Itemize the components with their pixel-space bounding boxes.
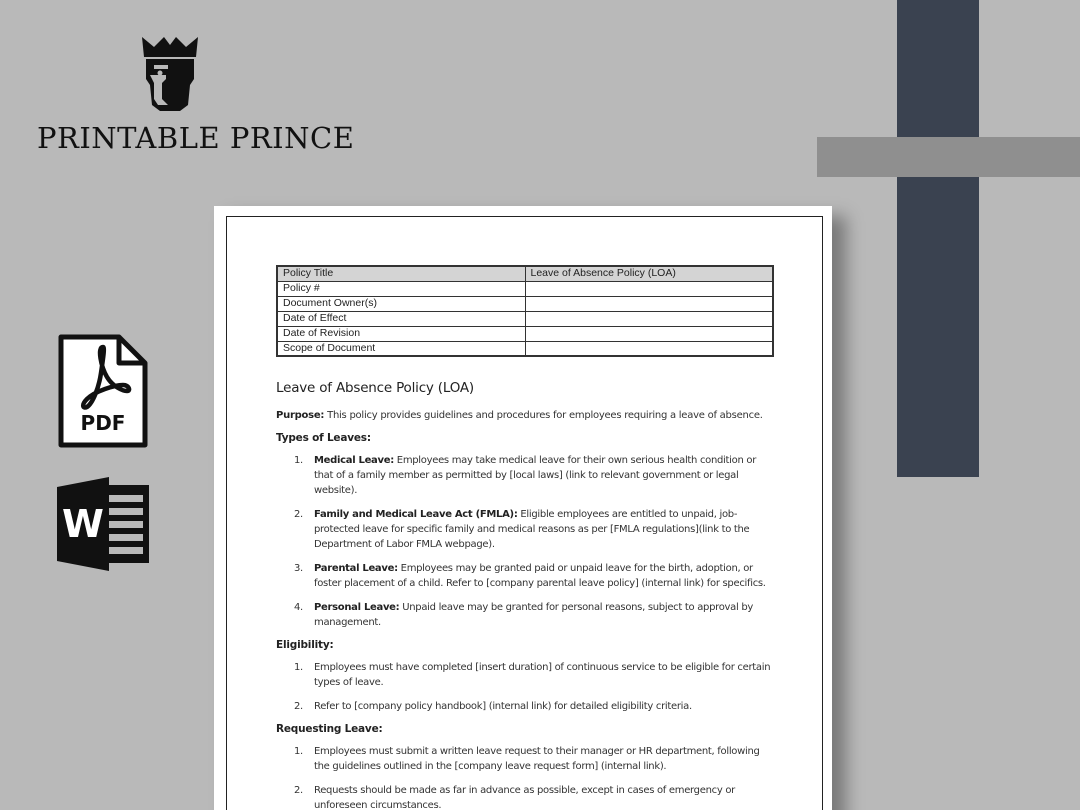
purpose-label: Purpose: — [276, 410, 325, 421]
table-row — [277, 326, 773, 341]
table-cell-label: Policy # — [277, 281, 525, 296]
eligibility-section-title: Eligibility: — [276, 639, 334, 651]
document-body — [276, 380, 776, 810]
decorative-horizontal-bar — [817, 137, 1080, 177]
list-item-text: Employees must submit a written leave request to their manager or HR department, following the guidelines outlined in the [company leave request form] (internal link). — [314, 746, 760, 772]
brand-name: PRINTABLE PRINCE — [37, 121, 355, 155]
table-cell-value — [525, 281, 773, 296]
list-number: 1. — [294, 662, 303, 673]
list-item-label: Family and Medical Leave Act (FMLA): — [314, 509, 518, 520]
list-item-text: Employees may be granted paid or unpaid leave for the birth, adoption, or foster placement of a child. Refer to [company parental leave policy] (internal link) for specifics. — [314, 563, 766, 589]
document-preview — [214, 206, 832, 810]
list-item — [276, 660, 776, 690]
list-number: 1. — [294, 455, 303, 466]
table-cell-value — [525, 326, 773, 341]
table-cell-value — [525, 296, 773, 311]
list-number: 3. — [294, 563, 303, 574]
brand-logo — [30, 35, 355, 165]
list-item-text: Refer to [company policy handbook] (internal link) for detailed eligibility criteria. — [314, 701, 692, 712]
list-item-label: Parental Leave: — [314, 563, 398, 574]
prince-crown-icon — [138, 35, 202, 113]
table-cell-label: Policy Title — [277, 266, 525, 281]
list-item — [276, 561, 776, 591]
types-section-title: Types of Leaves: — [276, 432, 371, 444]
table-row — [277, 311, 773, 326]
policy-meta-table — [276, 265, 774, 357]
list-number: 4. — [294, 602, 303, 613]
list-item-label: Medical Leave: — [314, 455, 394, 466]
table-cell-value — [525, 341, 773, 356]
word-document-icon — [57, 477, 149, 571]
table-row — [277, 281, 773, 296]
list-item — [276, 507, 776, 552]
list-number: 2. — [294, 701, 303, 712]
list-item-text: Employees must have completed [insert duration] of continuous service to be eligible for certain types of leave. — [314, 662, 771, 688]
purpose-paragraph — [276, 408, 776, 423]
table-cell-label: Document Owner(s) — [277, 296, 525, 311]
list-item-text: Employees may take medical leave for their own serious health condition or that of a family member as permitted by [local laws] (link to relevant government or legal website). — [314, 455, 757, 496]
pdf-file-icon — [57, 333, 149, 449]
table-cell-value — [525, 311, 773, 326]
table-cell-label: Date of Revision — [277, 326, 525, 341]
list-item — [276, 453, 776, 498]
list-item — [276, 600, 776, 630]
list-item — [276, 783, 776, 810]
table-cell-label: Scope of Document — [277, 341, 525, 356]
table-row — [277, 341, 773, 356]
requesting-section-title: Requesting Leave: — [276, 723, 383, 735]
document-heading: Leave of Absence Policy (LOA) — [276, 380, 474, 396]
table-row — [277, 296, 773, 311]
list-number: 2. — [294, 509, 303, 520]
table-cell-value: Leave of Absence Policy (LOA) — [525, 266, 773, 281]
word-letter: W — [62, 502, 104, 546]
list-number: 2. — [294, 785, 303, 796]
list-item — [276, 699, 776, 714]
decorative-vertical-bar — [897, 0, 979, 477]
list-number: 1. — [294, 746, 303, 757]
list-item-text: Requests should be made as far in advance as possible, except in cases of emergency or unforeseen circumstances. — [314, 785, 735, 810]
pdf-label: PDF — [80, 411, 126, 435]
table-cell-label: Date of Effect — [277, 311, 525, 326]
list-item — [276, 744, 776, 774]
purpose-text: This policy provides guidelines and procedures for employees requiring a leave of absence. — [324, 410, 763, 421]
list-item-label: Personal Leave: — [314, 602, 400, 613]
table-row — [277, 266, 773, 281]
list-item-text: Unpaid leave may be granted for personal reasons, subject to approval by management. — [314, 602, 753, 628]
list-item-text: Eligible employees are entitled to unpaid, job-protected leave for specific family and medical reasons as per [FMLA regulations](link to the Department of Labor FMLA webpage). — [314, 509, 750, 550]
